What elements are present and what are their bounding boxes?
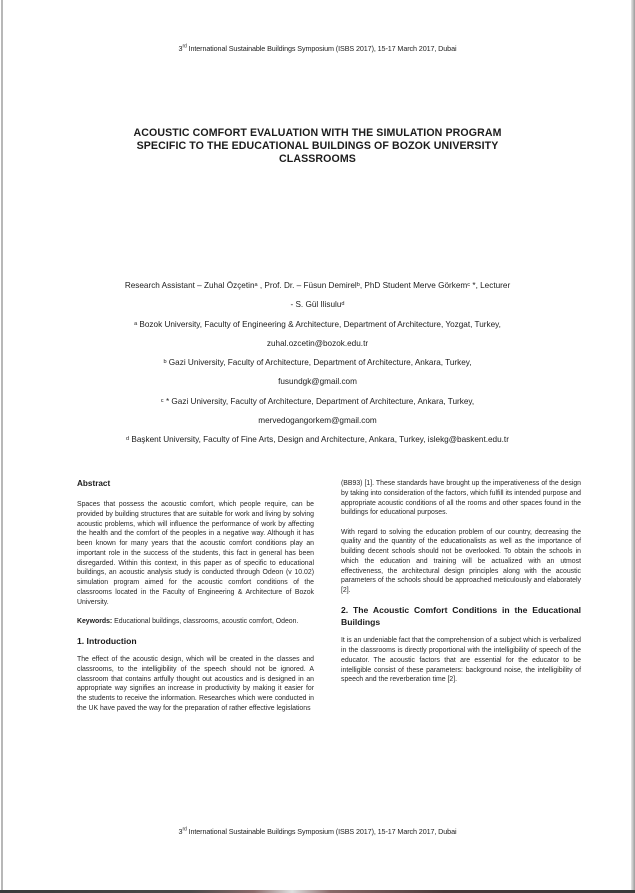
affiliation-c-email[interactable]: mervedogangorkem@gmail.com <box>258 416 377 426</box>
right-column <box>341 479 581 695</box>
affiliation-c: ᶜ * Gazi University, Faculty of Architecture, Department of Architecture, Ankara, Turkey, <box>160 396 475 406</box>
running-footer-number: 3 <box>178 827 183 836</box>
paper-title <box>60 127 575 166</box>
abstract-text: Spaces that possess the acoustic comfort, which people require, can be provided by building structures that are suitable for work and living by solving acoustic problems, which will influence the performance of work by affecting the health and the comfort of the peoples in a negative way. Although it has been known for many years that the acoustic comfort conditions play an important role in the success of the students, this fact in general has been disregarded. Within this context, in this paper as of specific to educational buildings, an acoustic analysis study is conducted through Odeon (v 10.02) simulation program aimed for the acoustic comfort conditions of the classrooms located in the Faculty of Engineering & Architecture of Bozok University. <box>77 501 314 606</box>
affiliation-b-email[interactable]: fusundgk@gmail.com <box>278 377 357 387</box>
left-column <box>77 479 314 723</box>
author-list: Research Assistant – Zuhal Özçetinᵃ , Prof. Dr. – Füsun Demirelᵇ, PhD Student Merve Görkemᶜ *, Lecturer <box>124 281 511 290</box>
paragraph-education-problem: With regard to solving the education problem of our country, decreasing the quality and the quantity of the educationalists as well as the importance of building decent schools should not be overlooked. To obtain the schools in which the education and training will be actualized with an utmost effectiveness, the architectural design principles along with the acoustic parameters of the schools should be approached meticulously and elaborately [2]. <box>341 528 581 594</box>
running-footer-text: International Sustainable Buildings Symposium (ISBS 2017), 15-17 March 2017, Dubai <box>186 827 457 836</box>
running-footer-ordinal: rd <box>182 826 187 833</box>
running-header-text: International Sustainable Buildings Symposium (ISBS 2017), 15-17 March 2017, Dubai <box>186 44 457 53</box>
affiliation-a-email[interactable]: zuhal.ozcetin@bozok.edu.tr <box>266 338 369 348</box>
page-edge-left <box>1 0 3 890</box>
keywords-text: Educational buildings, classrooms, acoustic comfort, Odeon. <box>112 617 299 625</box>
author-block <box>40 276 595 450</box>
running-header <box>0 44 635 53</box>
paragraph-bb93: (BB93) [1]. These standards have brought up the imperativeness of the design by taking into consideration of the factors, which fulfill its intended purpose and appropriate acoustic conditions of all the rooms and other spaces found in the buildings for educational purposes. <box>341 480 581 517</box>
section-2-heading: 2. The Acoustic Comfort Conditions in the Educational Buildings <box>341 605 581 627</box>
section-2-text: It is an undeniable fact that the comprehension of a subject which is verbalized in the classrooms is directly proportional with the intelligibility of speech of the educator. The acoustic factors that are essential for the educator to be intelligible consist of these parameters: background noise, the intelligibility of speech and the reverberation time [2]. <box>341 637 581 684</box>
section-1-heading: 1. Introduction <box>77 636 137 646</box>
running-footer <box>0 827 635 836</box>
keywords <box>77 617 314 627</box>
author-list-continued: - S. Gül Ilisuluᵈ <box>290 300 345 310</box>
affiliation-a: ᵃ Bozok University, Faculty of Engineering & Architecture, Department of Architecture, Yozgat, Turkey, <box>134 319 501 329</box>
running-header-number: 3 <box>178 44 183 53</box>
running-header-ordinal: rd <box>182 43 187 50</box>
abstract-heading: Abstract <box>77 479 111 488</box>
page-edge-right <box>631 0 635 890</box>
title-line: SPECIFIC TO THE EDUCATIONAL BUILDINGS OF BOZOK UNIVERSITY <box>136 140 499 152</box>
section-1-text: The effect of the acoustic design, which will be created in the classes and classrooms, to the intelligibility of the speech should not be ignored. A classroom that contains artfully thought out acoustics and is designed in an appropriate way signifies an increase in productivity by making it easier for the students to receive the information. Researches which were conducted in the UK have paved the way for the preparation of rather effective legislations <box>77 656 314 712</box>
affiliation-b: ᵇ Gazi University, Faculty of Architecture, Department of Architecture, Ankara, Turkey, <box>163 358 472 368</box>
keywords-label: Keywords: <box>77 617 113 625</box>
title-line: ACOUSTIC COMFORT EVALUATION WITH THE SIMULATION PROGRAM <box>133 127 502 139</box>
affiliation-d: ᵈ Başkent University, Faculty of Fine Arts, Design and Architecture, Ankara, Turkey, islekg@baskent.edu.tr <box>126 435 509 445</box>
title-line: CLASSROOMS <box>279 153 356 165</box>
